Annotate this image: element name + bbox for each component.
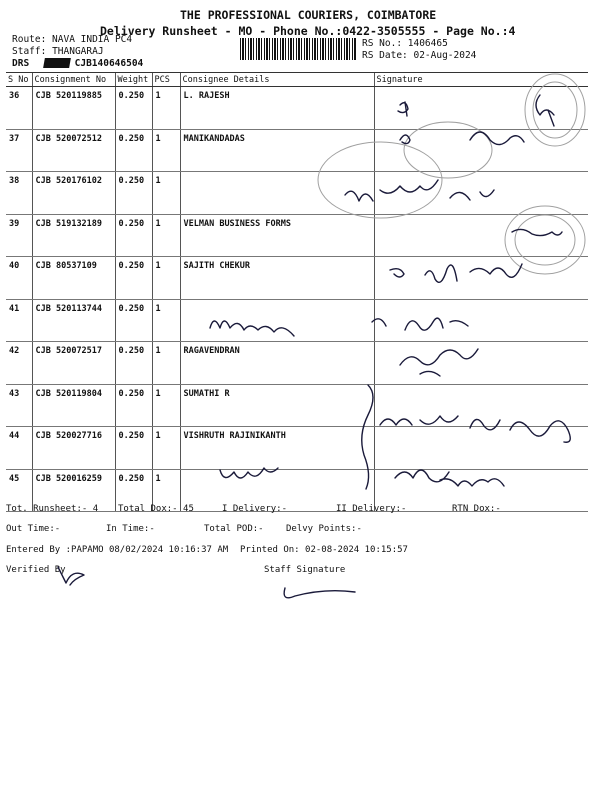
cell-pcs: 1 bbox=[152, 214, 180, 257]
table-row bbox=[6, 87, 588, 130]
cell-consignment: CJB 80537109 bbox=[32, 257, 115, 300]
cell-consignee bbox=[180, 172, 374, 215]
col-consignee: Consignee Details bbox=[180, 73, 374, 87]
entered-by: Entered By :PAPAMO 08/02/2024 10:16:37 AM bbox=[6, 545, 229, 555]
cell-pcs: 1 bbox=[152, 469, 180, 512]
col-consignment: Consignment No bbox=[32, 73, 115, 87]
staff-label-text: Staff: bbox=[12, 46, 47, 57]
cell-sno: 45 bbox=[6, 469, 32, 512]
cell-sno: 36 bbox=[6, 87, 32, 130]
runsheet-table bbox=[6, 72, 588, 512]
cell-pcs: 1 bbox=[152, 299, 180, 342]
cell-weight: 0.250 bbox=[115, 257, 152, 300]
cell-pcs: 1 bbox=[152, 257, 180, 300]
cell-signature bbox=[374, 299, 588, 342]
ii-delivery: II Delivery:- bbox=[336, 504, 407, 514]
tot-runsheet: Tot. Runsheet:- 4 bbox=[6, 504, 99, 514]
table-row bbox=[6, 172, 588, 215]
cell-consignment: CJB 520113744 bbox=[32, 299, 115, 342]
cell-consignee: VISHRUTH RAJINIKANTH bbox=[180, 427, 374, 470]
route-label: Route: NAVA INDIA PC4 bbox=[12, 34, 133, 45]
cell-consignment: CJB 520119804 bbox=[32, 384, 115, 427]
table-row bbox=[6, 214, 588, 257]
cell-sno: 38 bbox=[6, 172, 32, 215]
cell-consignment: CJB 520016259 bbox=[32, 469, 115, 512]
out-time: Out Time:- bbox=[6, 524, 61, 534]
cell-consignment: CJB 520176102 bbox=[32, 172, 115, 215]
drs-label: DRS bbox=[12, 58, 30, 69]
cell-consignment: CJB 519132189 bbox=[32, 214, 115, 257]
cell-consignee: L. RAJESH bbox=[180, 87, 374, 130]
col-weight: Weight bbox=[115, 73, 152, 87]
table-row bbox=[6, 427, 588, 470]
cell-weight: 0.250 bbox=[115, 214, 152, 257]
drs-number bbox=[12, 58, 143, 69]
cell-sno: 42 bbox=[6, 342, 32, 385]
col-sno: S No bbox=[6, 73, 32, 87]
cell-signature bbox=[374, 172, 588, 215]
table-row bbox=[6, 342, 588, 385]
verified-by: Verified By bbox=[6, 565, 66, 575]
cell-sno: 39 bbox=[6, 214, 32, 257]
i-delivery: I Delivery:- bbox=[222, 504, 288, 514]
cell-weight: 0.250 bbox=[115, 129, 152, 172]
table-row bbox=[6, 257, 588, 300]
table-row bbox=[6, 384, 588, 427]
cell-weight: 0.250 bbox=[115, 469, 152, 512]
delvy-points: Delvy Points:- bbox=[286, 524, 362, 534]
col-pcs: PCS bbox=[152, 73, 180, 87]
cell-weight: 0.250 bbox=[115, 427, 152, 470]
cell-signature bbox=[374, 427, 588, 470]
cell-signature bbox=[374, 384, 588, 427]
barcode bbox=[240, 38, 356, 60]
cell-pcs: 1 bbox=[152, 87, 180, 130]
cell-weight: 0.250 bbox=[115, 342, 152, 385]
staff-name: THANGARAJ bbox=[52, 46, 104, 57]
table-header-row bbox=[6, 73, 588, 87]
cell-signature bbox=[374, 129, 588, 172]
rs-number: RS No.: 1406465 bbox=[362, 38, 448, 49]
drs-value: CJB140646504 bbox=[74, 58, 144, 69]
cell-weight: 0.250 bbox=[115, 172, 152, 215]
cell-consignment: CJB 520027716 bbox=[32, 427, 115, 470]
printed-on: Printed On: 02-08-2024 10:15:57 bbox=[240, 545, 408, 555]
cell-consignment: CJB 520119885 bbox=[32, 87, 115, 130]
cell-sno: 43 bbox=[6, 384, 32, 427]
cell-sno: 41 bbox=[6, 299, 32, 342]
cell-pcs: 1 bbox=[152, 172, 180, 215]
total-pod: Total POD:- bbox=[204, 524, 264, 534]
cell-weight: 0.250 bbox=[115, 87, 152, 130]
cell-signature bbox=[374, 257, 588, 300]
rs-date: RS Date: 02-Aug-2024 bbox=[362, 50, 477, 61]
cell-pcs: 1 bbox=[152, 342, 180, 385]
staff-label bbox=[12, 46, 104, 57]
cell-consignee: RAGAVENDRAN bbox=[180, 342, 374, 385]
runsheet-title: Delivery Runsheet - MO - Phone No.:0422-3505555 - Page No.:4 bbox=[100, 24, 516, 38]
company-title: THE PROFESSIONAL COURIERS, COIMBATORE bbox=[180, 8, 437, 22]
cell-consignee bbox=[180, 299, 374, 342]
table-row bbox=[6, 129, 588, 172]
cell-consignee: SAJITH CHEKUR bbox=[180, 257, 374, 300]
cell-consignment: CJB 520072512 bbox=[32, 129, 115, 172]
cell-pcs: 1 bbox=[152, 384, 180, 427]
redaction-mark bbox=[43, 58, 71, 68]
rtn-dox: RTN Dox:- bbox=[452, 504, 501, 514]
cell-sno: 40 bbox=[6, 257, 32, 300]
staff-signature-mark bbox=[284, 588, 355, 598]
cell-consignment: CJB 520072517 bbox=[32, 342, 115, 385]
cell-pcs: 1 bbox=[152, 427, 180, 470]
col-signature: Signature bbox=[374, 73, 588, 87]
cell-consignee: SUMATHI R bbox=[180, 384, 374, 427]
staff-signature-label: Staff Signature bbox=[264, 565, 346, 575]
cell-signature bbox=[374, 214, 588, 257]
cell-consignee: VELMAN BUSINESS FORMS bbox=[180, 214, 374, 257]
cell-weight: 0.250 bbox=[115, 299, 152, 342]
cell-sno: 37 bbox=[6, 129, 32, 172]
cell-consignee: MANIKANDADAS bbox=[180, 129, 374, 172]
cell-pcs: 1 bbox=[152, 129, 180, 172]
cell-signature bbox=[374, 342, 588, 385]
cell-sno: 44 bbox=[6, 427, 32, 470]
in-time: In Time:- bbox=[106, 524, 155, 534]
cell-weight: 0.250 bbox=[115, 384, 152, 427]
table-row bbox=[6, 299, 588, 342]
total-dox: Total Dox:- 45 bbox=[118, 504, 194, 514]
cell-signature bbox=[374, 87, 588, 130]
